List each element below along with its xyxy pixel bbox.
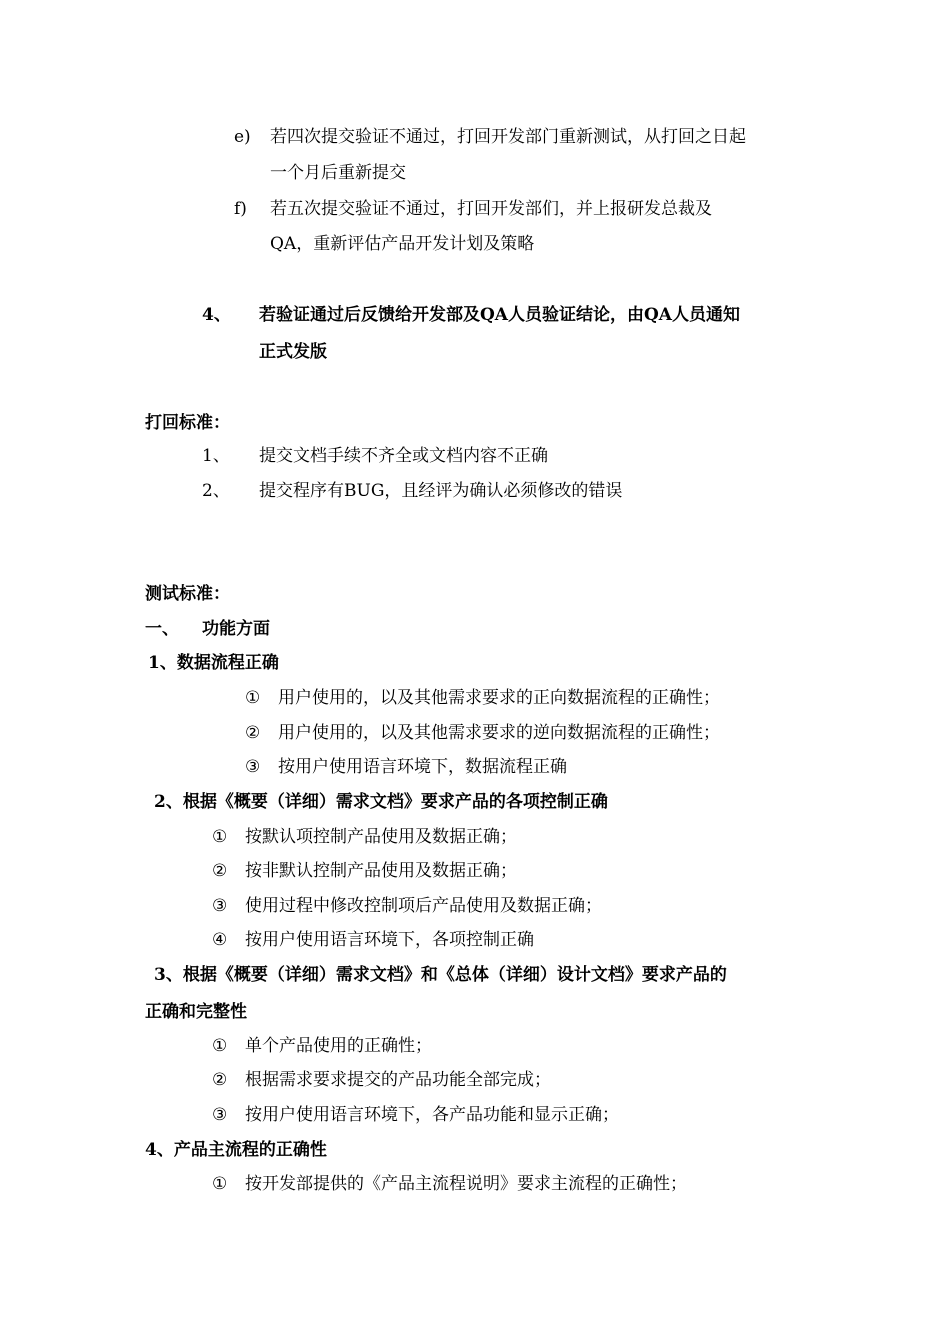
sub1-item1-text: 用户使用的，以及其他需求要求的正向数据流程的正确性； (278, 688, 720, 708)
rejection-item-2-number: 2、 (202, 481, 230, 501)
list-marker-e: e) (234, 127, 251, 147)
section1-title: 功能方面 (202, 619, 270, 639)
sub2-item2-text: 按非默认控制产品使用及数据正确； (245, 861, 517, 881)
step4-line2: 正式发版 (259, 342, 327, 362)
sub4-item1-text: 按开发部提供的《产品主流程说明》要求主流程的正确性； (245, 1174, 687, 1194)
list-item-e-line2: 一个月后重新提交 (270, 163, 406, 183)
list-marker-f: f) (234, 199, 247, 219)
sub2-item1-marker: ① (212, 827, 228, 847)
rejection-item-2-text: 提交程序有BUG，且经评为确认必须修改的错误 (259, 481, 623, 501)
sub1-item3-marker: ③ (245, 757, 261, 777)
list-item-f-line1: 若五次提交验证不通过，打回开发部们，并上报研发总裁及 (270, 199, 712, 219)
step4-number: 4、 (202, 305, 231, 325)
sub1-title: 1、数据流程正确 (148, 653, 279, 673)
sub3-title-line2: 正确和完整性 (145, 1002, 247, 1022)
sub4-title: 4、产品主流程的正确性 (145, 1140, 327, 1160)
testing-heading: 测试标准： (145, 584, 230, 604)
sub2-item3-text: 使用过程中修改控制项后产品使用及数据正确； (245, 896, 602, 916)
sub2-item4-text: 按用户使用语言环境下，各项控制正确 (245, 930, 534, 950)
sub2-title: 2、根据《概要（详细）需求文档》要求产品的各项控制正确 (154, 792, 608, 812)
sub1-item2-marker: ② (245, 723, 261, 743)
rejection-heading: 打回标准： (145, 413, 230, 433)
rejection-item-1-text: 提交文档手续不齐全或文档内容不正确 (259, 446, 548, 466)
step4-line1: 若验证通过后反馈给开发部及QA人员验证结论，由QA人员通知 (259, 305, 740, 325)
sub1-item3-text: 按用户使用语言环境下，数据流程正确 (278, 757, 567, 777)
sub3-item3-text: 按用户使用语言环境下，各产品功能和显示正确； (245, 1105, 619, 1125)
sub3-item3-marker: ③ (212, 1105, 228, 1125)
sub3-item2-marker: ② (212, 1070, 228, 1090)
sub3-item2-text: 根据需求要求提交的产品功能全部完成； (245, 1070, 551, 1090)
sub2-item1-text: 按默认项控制产品使用及数据正确； (245, 827, 517, 847)
sub2-item2-marker: ② (212, 861, 228, 881)
sub4-item1-marker: ① (212, 1174, 228, 1194)
rejection-item-1-number: 1、 (202, 446, 230, 466)
sub1-item2-text: 用户使用的，以及其他需求要求的逆向数据流程的正确性； (278, 723, 720, 743)
sub3-item1-marker: ① (212, 1036, 228, 1056)
sub3-item1-text: 单个产品使用的正确性； (245, 1036, 432, 1056)
list-item-e-line1: 若四次提交验证不通过，打回开发部门重新测试，从打回之日起 (270, 127, 746, 147)
sub2-item4-marker: ④ (212, 930, 228, 950)
sub2-item3-marker: ③ (212, 896, 228, 916)
sub1-item1-marker: ① (245, 688, 261, 708)
list-item-f-line2: QA，重新评估产品开发计划及策略 (270, 234, 535, 254)
sub3-title-line1: 3、根据《概要（详细）需求文档》和《总体（详细）设计文档》要求产品的 (154, 965, 727, 985)
section1-number: 一、 (145, 619, 179, 639)
